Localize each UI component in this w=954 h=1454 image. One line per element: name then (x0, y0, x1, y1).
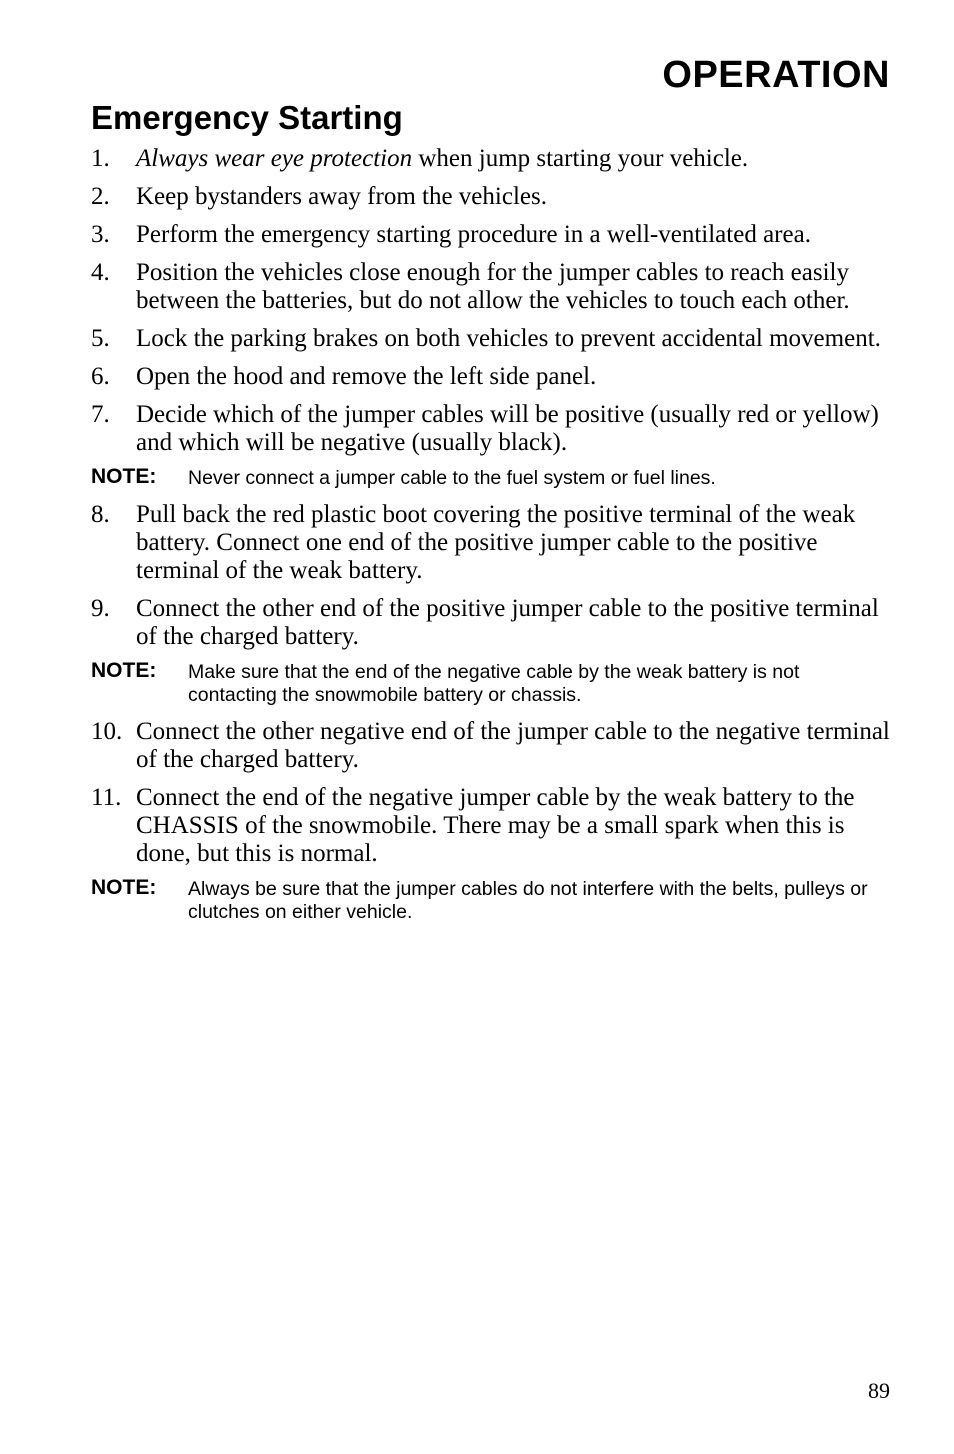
step-number: 5. (91, 325, 110, 352)
note-label: NOTE: (91, 876, 157, 899)
step-3 (91, 221, 891, 249)
note-label: NOTE: (91, 465, 157, 488)
step-number: 7. (91, 401, 110, 428)
step-11 (91, 784, 891, 868)
note-3 (91, 878, 891, 924)
page-heading: Emergency Starting (91, 99, 403, 136)
step-number: 8. (91, 501, 110, 528)
step-number: 1. (91, 145, 110, 172)
step-number: 6. (91, 363, 110, 390)
step-number: 11. (91, 784, 122, 811)
step-6 (91, 363, 891, 391)
note-text: Never connect a jumper cable to the fuel system or fuel lines. (188, 467, 716, 489)
step-number: 3. (91, 221, 110, 248)
note-1 (91, 467, 891, 490)
step-text: Decide which of the jumper cables will be positive (usually red or yellow) and which will be negative (usually black). (136, 401, 879, 456)
note-text: Always be sure that the jumper cables do not interfere with the belts, pulleys or clutches on either vehicle. (188, 878, 868, 923)
note-label: NOTE: (91, 659, 157, 682)
step-5 (91, 325, 891, 353)
step-text: Position the vehicles close enough for the jumper cables to reach easily between the batteries, but do not allow the vehicles to touch each other. (136, 259, 850, 314)
note-text: Make sure that the end of the negative cable by the weak battery is not contacting the snowmobile battery or chassis. (188, 661, 800, 706)
step-9 (91, 595, 891, 651)
step-text: Keep bystanders away from the vehicles. (136, 183, 547, 210)
step-text: Pull back the red plastic boot covering the positive terminal of the weak battery. Connect one end of the positive jumper cable to the positive terminal of the weak battery. (136, 501, 856, 584)
step-8 (91, 501, 891, 585)
step-text: Connect the other end of the positive jumper cable to the positive terminal of the charged battery. (136, 595, 879, 650)
step-text: Lock the parking brakes on both vehicles to prevent accidental movement. (136, 325, 881, 352)
step-text: Open the hood and remove the left side panel. (136, 363, 597, 390)
step-number: 2. (91, 183, 110, 210)
step-number: 9. (91, 595, 110, 622)
step-text: Connect the end of the negative jumper cable by the weak battery to the CHASSIS of the snowmobile. There may be a small spark when this is done, but this is normal. (136, 784, 855, 867)
step-text: when jump starting your vehicle. (412, 145, 749, 172)
step-7 (91, 401, 891, 457)
step-text: Connect the other negative end of the jumper cable to the negative terminal of the charged battery. (136, 718, 890, 773)
step-emphasis: Always wear eye protection (136, 145, 413, 172)
step-number: 4. (91, 259, 110, 286)
section-title: OPERATION (662, 54, 890, 96)
step-10 (91, 718, 891, 774)
step-4 (91, 259, 891, 315)
instruction-list (91, 145, 891, 935)
step-2 (91, 183, 891, 211)
step-number: 10. (91, 718, 123, 745)
step-1 (91, 145, 891, 173)
note-2 (91, 661, 891, 707)
step-text: Perform the emergency starting procedure in a well-ventilated area. (136, 221, 811, 248)
page-number: 89 (868, 1378, 890, 1403)
